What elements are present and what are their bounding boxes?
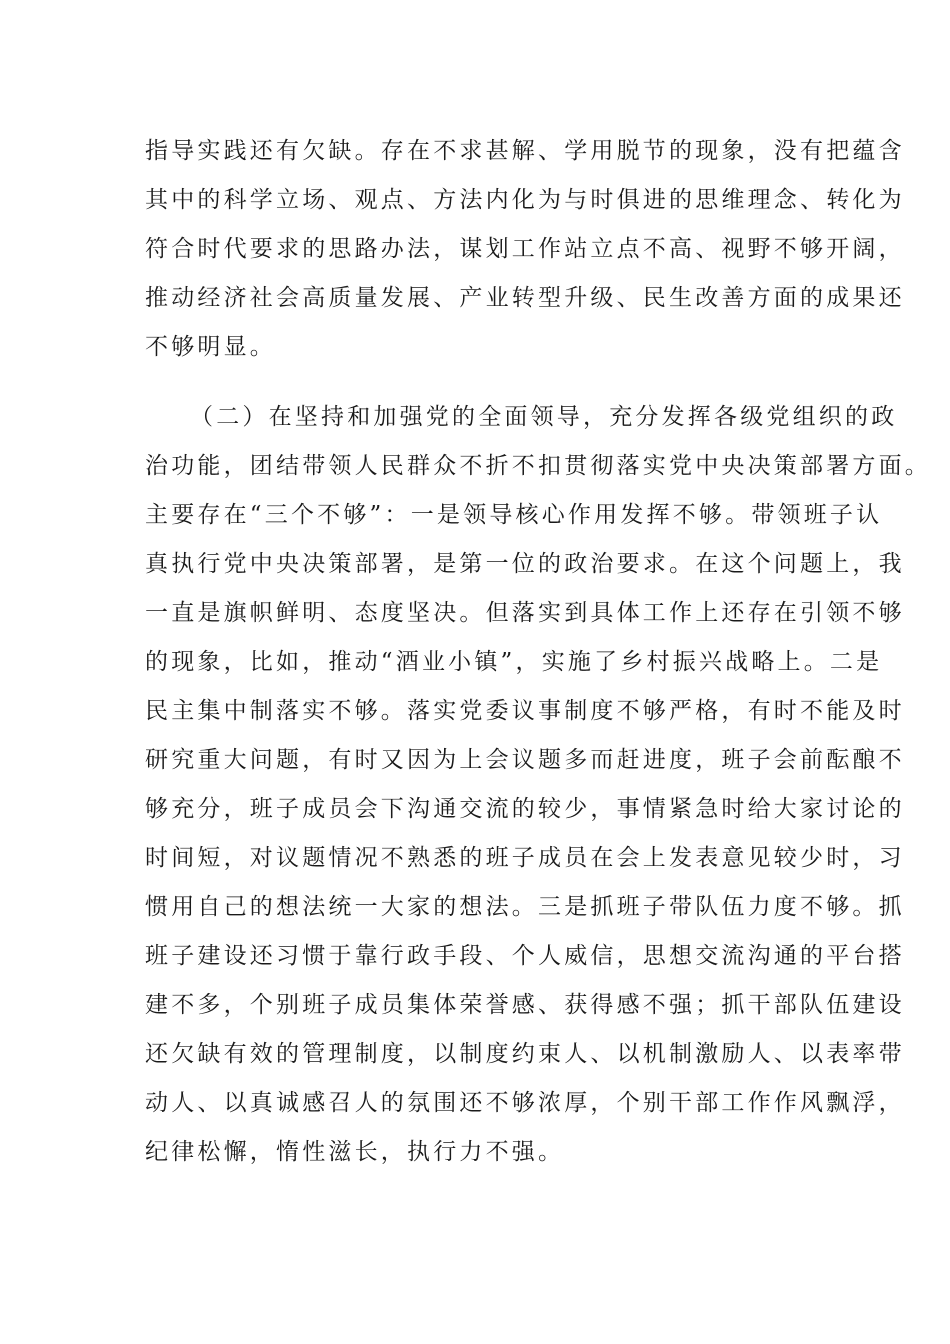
- paragraph-2-line-9: 够充分，班子成员会下沟通交流的较少，事情紧急时给大家讨论的: [145, 796, 905, 822]
- paragraph-2-line-7: 民主集中制落实不够。落实党委议事制度不够严格，有时不能及时: [145, 698, 905, 724]
- paragraph-2-line-6: 的现象，比如，推动“酒业小镇”，实施了乡村振兴战略上。二是: [145, 649, 883, 675]
- paragraph-2-line-13: 建不多，个别班子成员集体荣誉感、获得感不强；抓干部队伍建设: [145, 992, 905, 1018]
- paragraph-2-line-2: 治功能，团结带领人民群众不折不扣贯彻落实党中央决策部署方面。: [145, 453, 931, 479]
- paragraph-2-line-4: 真执行党中央决策部署，是第一位的政治要求。在这个问题上，我: [145, 551, 905, 577]
- paragraph-2-line-12: 班子建设还习惯于靠行政手段、个人威信，思想交流沟通的平台搭: [145, 943, 905, 969]
- paragraph-1-line-1: 指导实践还有欠缺。存在不求甚解、学用脱节的现象，没有把蕴含: [145, 138, 905, 164]
- paragraph-2-line-14: 还欠缺有效的管理制度，以制度约束人、以机制激励人、以表率带: [145, 1041, 905, 1067]
- paragraph-1-line-2: 其中的科学立场、观点、方法内化为与时俱进的思维理念、转化为: [145, 187, 905, 213]
- paragraph-2-line-11: 惯用自己的想法统一大家的想法。三是抓班子带队伍力度不够。抓: [145, 894, 905, 920]
- paragraph-2-line-10: 时间短，对议题情况不熟悉的班子成员在会上发表意见较少时，习: [145, 845, 905, 871]
- paragraph-2-line-1: （二）在坚持和加强党的全面领导，充分发挥各级党组织的政: [190, 404, 898, 430]
- paragraph-1-line-4: 推动经济社会高质量发展、产业转型升级、民生改善方面的成果还: [145, 285, 905, 311]
- paragraph-2-line-8: 研究重大问题，有时又因为上会议题多而赶进度，班子会前酝酿不: [145, 747, 905, 773]
- paragraph-2-line-16: 纪律松懈，惰性滋长，执行力不强。: [145, 1139, 565, 1165]
- paragraph-2-line-3: 主要存在“三个不够”：一是领导核心作用发挥不够。带领班子认: [145, 502, 883, 528]
- paragraph-2-line-15: 动人、以真诚感召人的氛围还不够浓厚，个别干部工作作风飘浮，: [145, 1090, 905, 1116]
- paragraph-1-line-5: 不够明显。: [145, 334, 276, 360]
- paragraph-2-line-5: 一直是旗帜鲜明、态度坚决。但落实到具体工作上还存在引领不够: [145, 600, 905, 626]
- paragraph-1-line-3: 符合时代要求的思路办法，谋划工作站立点不高、视野不够开阔，: [145, 236, 905, 262]
